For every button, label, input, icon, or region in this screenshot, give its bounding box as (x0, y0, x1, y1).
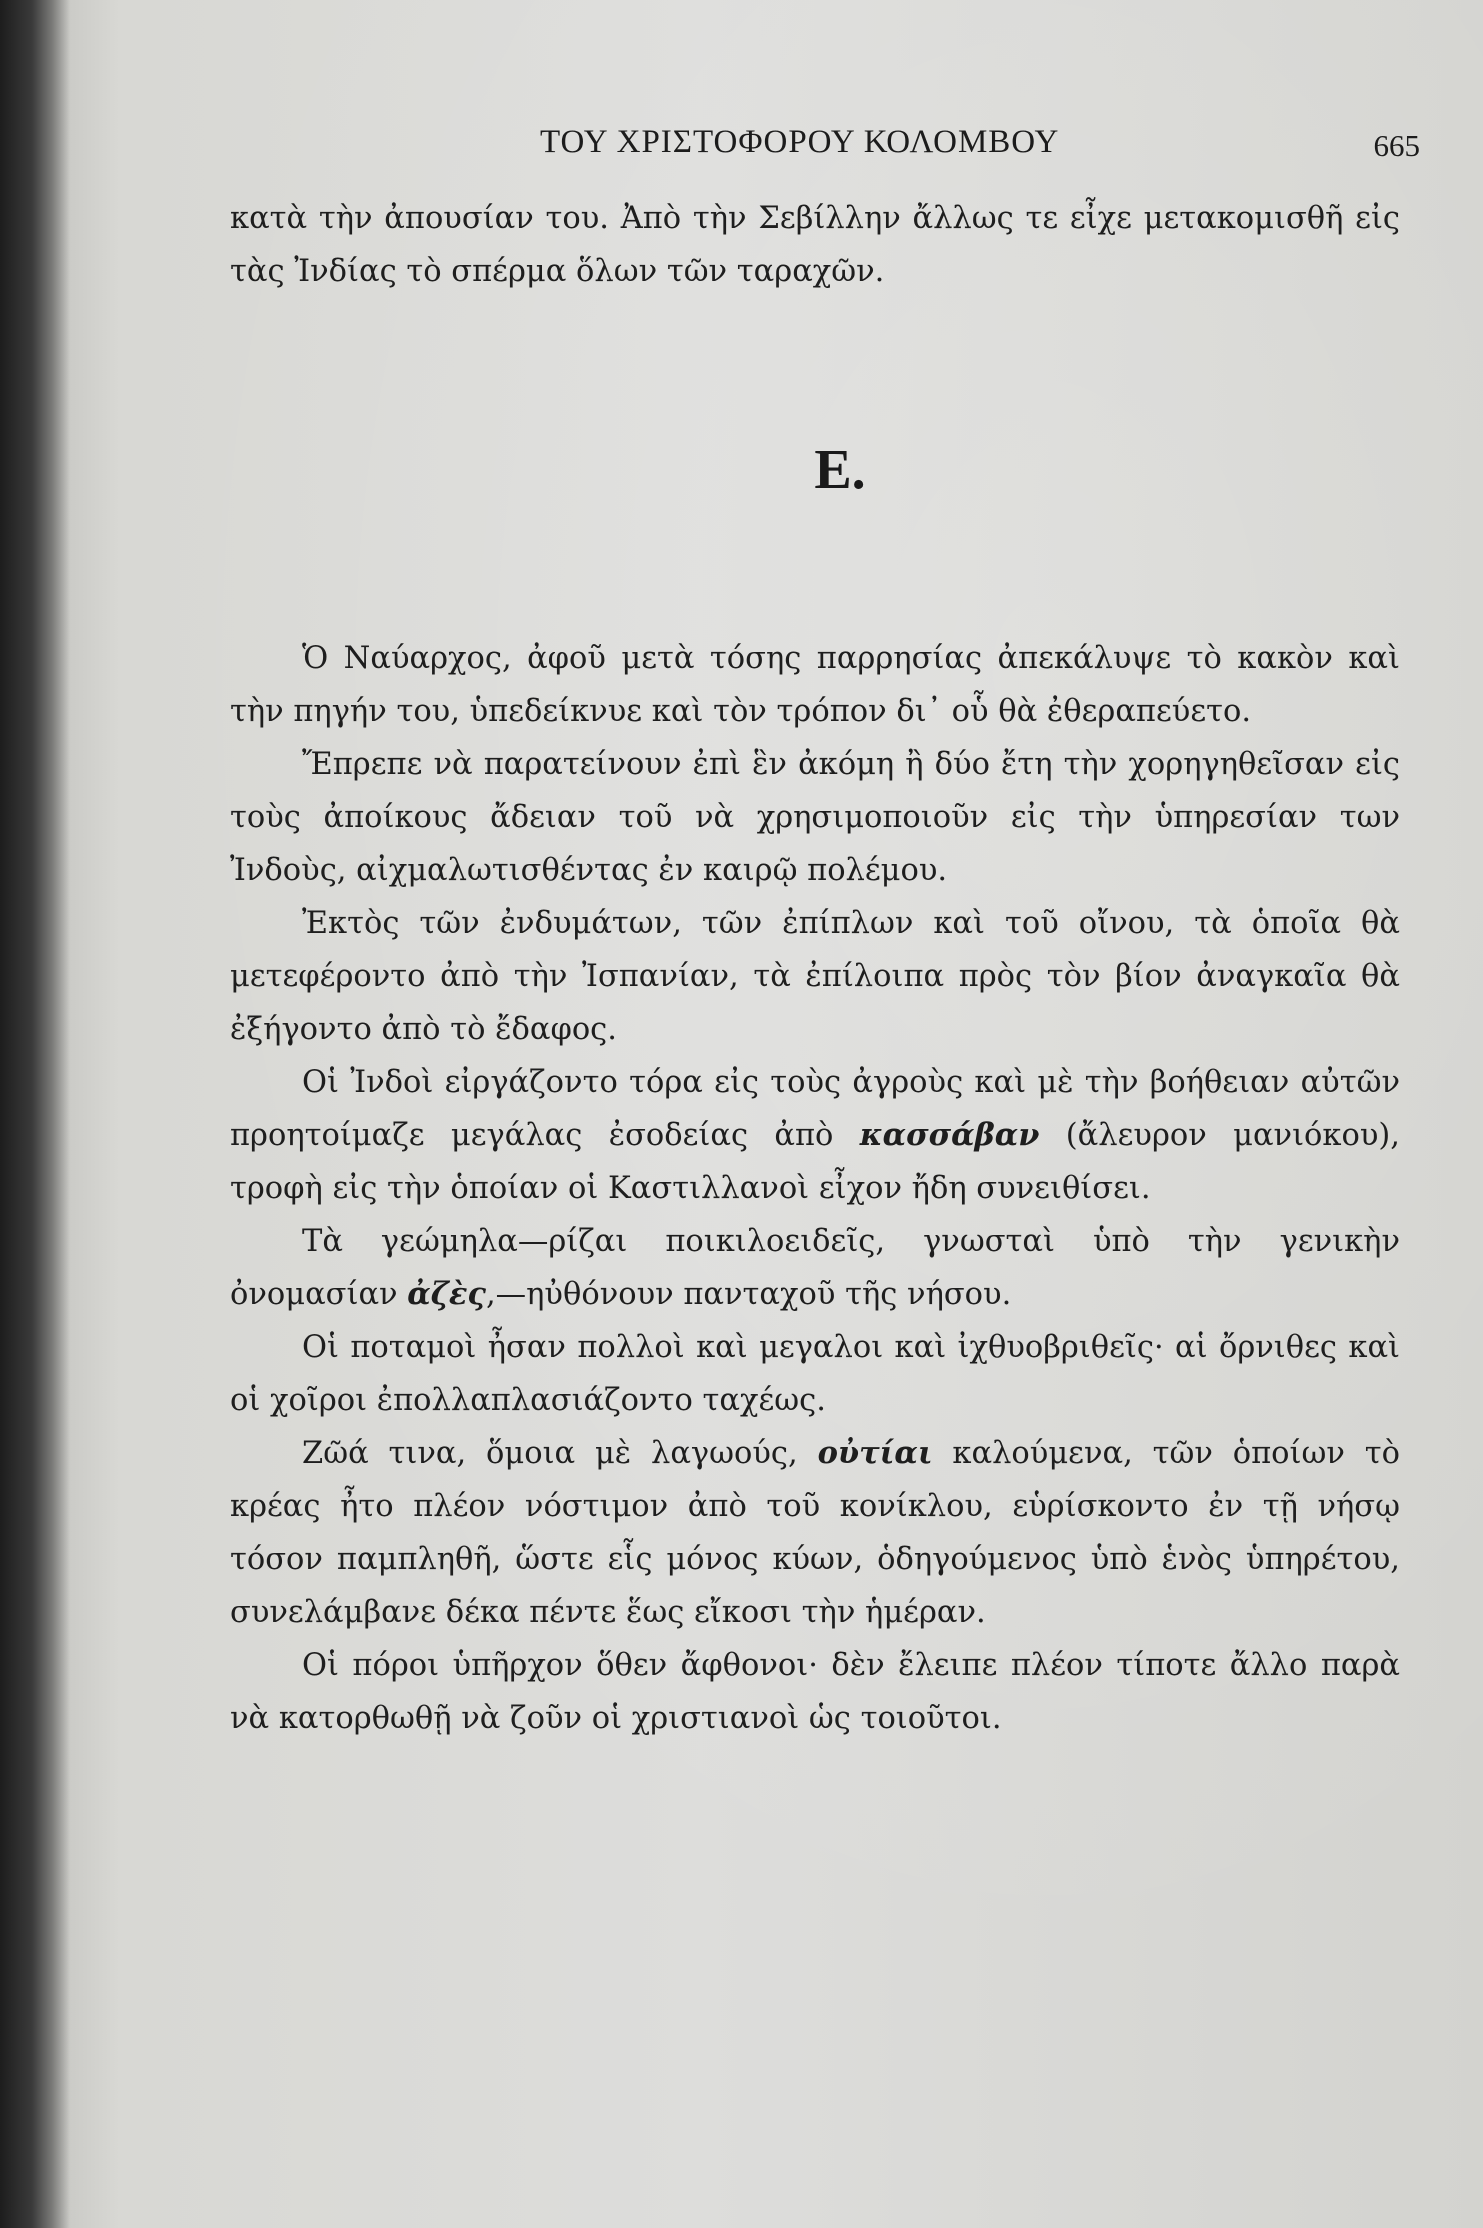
paragraph-5-text-b: ,—ηὐθόνουν πανταχοῦ τῆς νήσου. (485, 1277, 1012, 1312)
paragraph-3: Ἐκτὸς τῶν ἐνδυμάτων, τῶν ἐπίπλων καὶ τοῦ οἴνου, τὰ ὁποῖα θὰ μετεφέροντο ἀπὸ τὴν Ἰσπανίαν, τὰ ἐπίλοιπα πρὸς τὸν βίον ἀναγκαῖα θὰ ἐξήγοντο ἀπὸ τὸ ἔδαφος. (230, 906, 1400, 1047)
body-text (230, 192, 1400, 1745)
term-kassava: κασσάβαν (859, 1117, 1040, 1153)
paragraph-7 (230, 1427, 1400, 1639)
term-outiai: οὐτίαι (817, 1435, 933, 1471)
paragraph-4-text-b: (ἄλευρον μανιόκου), τροφὴ εἰς τὴν ὁποίαν οἱ Καστιλλανοὶ εἶχον ἤδη συνειθίσει. (230, 1118, 1400, 1206)
section-heading: Ε. (814, 439, 866, 501)
paragraph-5-text-a: Τὰ γεώμηλα—ρίζαι ποικιλοειδεῖς, γνωσταὶ ὑπὸ τὴν γενικὴν ὀνομασίαν (230, 1224, 1400, 1312)
paragraph-4 (230, 1056, 1400, 1215)
paragraph-4-text-a: Οἱ Ἰνδοὶ εἰργάζοντο τόρα εἰς τοὺς ἀγροὺς καὶ μὲ τὴν βοήθειαν αὐτῶν προητοίμαζε μεγάλας ἐσοδείας ἀπὸ (230, 1065, 1400, 1153)
paragraph-2: Ἔπρεπε νὰ παρατείνουν ἐπὶ ἓν ἀκόμη ἢ δύο ἔτη τὴν χορηγηθεῖσαν εἰς τοὺς ἀποίκους ἄδειαν τοῦ νὰ χρησιμοποιοῦν εἰς τὴν ὑπηρεσίαν των Ἰνδοὺς, αἰχμαλωτισθέντας ἐν καιρῷ πολέμου. (230, 747, 1400, 888)
book-spine-shadow (0, 0, 70, 2228)
paragraph-7-text-a: Ζῶά τινα, ὅμοια μὲ λαγωούς, (302, 1436, 818, 1471)
paragraph-7-text-b: καλούμενα, τῶν ὁποίων τὸ κρέας ἦτο πλέον νόστιμον ἀπὸ τοῦ κονίκλου, εὑρίσκοντο ἐν τῇ νήσῳ τόσον παμπληθῆ, ὥστε εἷς μόνος κύων, ὁδηγούμενος ὑπὸ ἑνὸς ὑπηρέτου, συνελάμβανε δέκα πέντε ἕως εἴκοσι τὴν ἡμέραν. (230, 1436, 1400, 1630)
paragraph-6: Οἱ ποταμοὶ ἦσαν πολλοὶ καὶ μεγαλοι καὶ ἰχθυοβριθεῖς· αἱ ὄρνιθες καὶ οἱ χοῖροι ἐπολλαπλασιάζοντο ταχέως. (230, 1330, 1400, 1418)
paragraph-5 (230, 1215, 1400, 1321)
running-header (230, 124, 1420, 174)
paragraph-1: Ὁ Ναύαρχος, ἀφοῦ μετὰ τόσης παρρησίας ἀπεκάλυψε τὸ κακὸν καὶ τὴν πηγήν του, ὑπεδείκνυε καὶ τὸν τρόπον δι᾽ οὗ θὰ ἐθεραπεύετο. (230, 641, 1400, 729)
carryover-paragraph: κατὰ τὴν ἀπουσίαν του. Ἀπὸ τὴν Σεβίλλην ἄλλως τε εἶχε μετακομισθῆ εἰς τὰς Ἰνδίας τὸ σπέρμα ὅλων τῶν ταραχῶν. (230, 201, 1400, 289)
running-title: ΤΟΥ ΧΡΙΣΤΟΦΟΡΟΥ ΚΟΛΟΜΒΟΥ (540, 124, 1060, 160)
term-azes: ἀζὲς (407, 1276, 486, 1312)
page-number: 665 (1373, 128, 1420, 163)
paragraph-8: Οἱ πόροι ὑπῆρχον ὅθεν ἄφθονοι· δὲν ἔλειπε πλέον τίποτε ἄλλο παρὰ νὰ κατορθωθῇ νὰ ζοῦν οἱ χριστιανοὶ ὡς τοιοῦτοι. (230, 1648, 1400, 1736)
